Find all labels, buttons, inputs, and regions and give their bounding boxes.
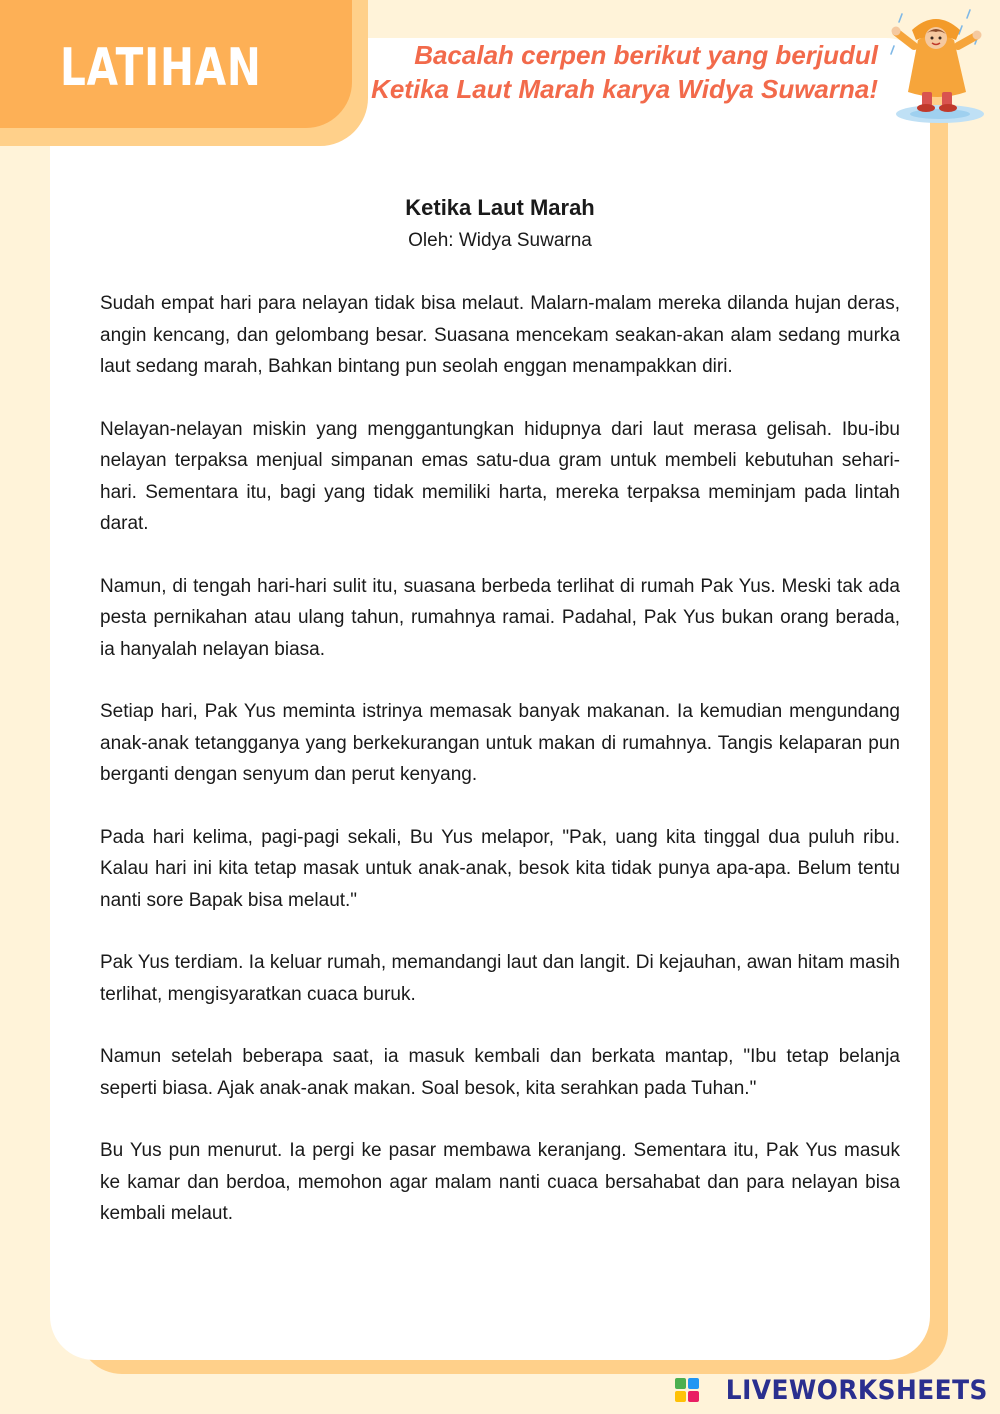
- story-paragraph: Sudah empat hari para nelayan tidak bisa melaut. Malarn-malam mereka dilanda hujan deras, angin kencang, dan gelombang besar. Suasana mencekam seakan-akan alam sedang murka laut sedang marah, Bahkan bintang pun seolah enggan menampakkan diri.: [100, 293, 900, 377]
- story-paragraph: Setiap hari, Pak Yus meminta istrinya memasak banyak makanan. Ia kemudian mengundang anak-anak tetangganya yang berkekurangan untuk makan di rumahnya. Tangis kelaparan pun berganti dengan senyum dan perut kenyang.: [100, 701, 900, 785]
- instruction-text: Bacalah cerpen berikut yang berjudul Ketika Laut Marah karya Widya Suwarna!: [371, 40, 878, 104]
- story-paragraph: Namun, di tengah hari-hari sulit itu, suasana berbeda terlihat di rumah Pak Yus. Meski tak ada pesta pernikahan atau ulang tahun, rumahnya ramai. Padahal, Pak Yus bukan orang berada, ia hanyalah nelayan biasa.: [100, 575, 900, 660]
- liveworksheets-logo-icon: [675, 1378, 699, 1402]
- story-author: Oleh: Widya Suwarna: [408, 230, 592, 251]
- story-paragraph: Pak Yus terdiam. Ia keluar rumah, memandangi laut dan langit. Di kejauhan, awan hitam masih terlihat, mengisyaratkan cuaca buruk.: [100, 952, 900, 1005]
- header-tab: [0, 0, 352, 128]
- liveworksheets-branding[interactable]: [675, 1372, 988, 1408]
- story-title: Ketika Laut Marah: [405, 195, 595, 220]
- section-title: LATIHAN: [60, 38, 262, 98]
- story-body: [100, 288, 900, 1261]
- story-paragraph: Pada hari kelima, pagi-pagi sekali, Bu Yus melapor, "Pak, uang kita tinggal dua puluh ribu. Kalau hari ini kita tetap masak untuk anak-anak, besok kita tidak punya apa-apa. Belum tentu nanti sore Bapak bisa melaut.": [100, 826, 900, 911]
- story-paragraph: Nelayan-nelayan miskin yang menggantungkan hidupnya dari laut merasa gelisah. Ibu-ibu nelayan terpaksa menjual simpanan emas satu-dua gram untuk membeli kebutuhan sehari-hari. Sementara itu, bagi yang tidak memiliki harta, mereka terpaksa meminjam pada lintah darat.: [100, 418, 900, 534]
- story-paragraph: Bu Yus pun menurut. Ia pergi ke pasar membawa keranjang. Sementara itu, Pak Yus masuk ke kamar dan berdoa, memohon agar malam nanti cuaca bersahabat dan para nelayan bisa kembali melaut.: [100, 1140, 900, 1224]
- child-in-raincoat-illustration: [884, 6, 988, 128]
- brand-name: LIVEWORKSHEETS: [725, 1374, 988, 1406]
- story-paragraph: Namun setelah beberapa saat, ia masuk kembali dan berkata mantap, "Ibu tetap belanja seperti biasa. Ajak anak-anak makan. Soal besok, kita serahkan pada Tuhan.": [100, 1046, 900, 1099]
